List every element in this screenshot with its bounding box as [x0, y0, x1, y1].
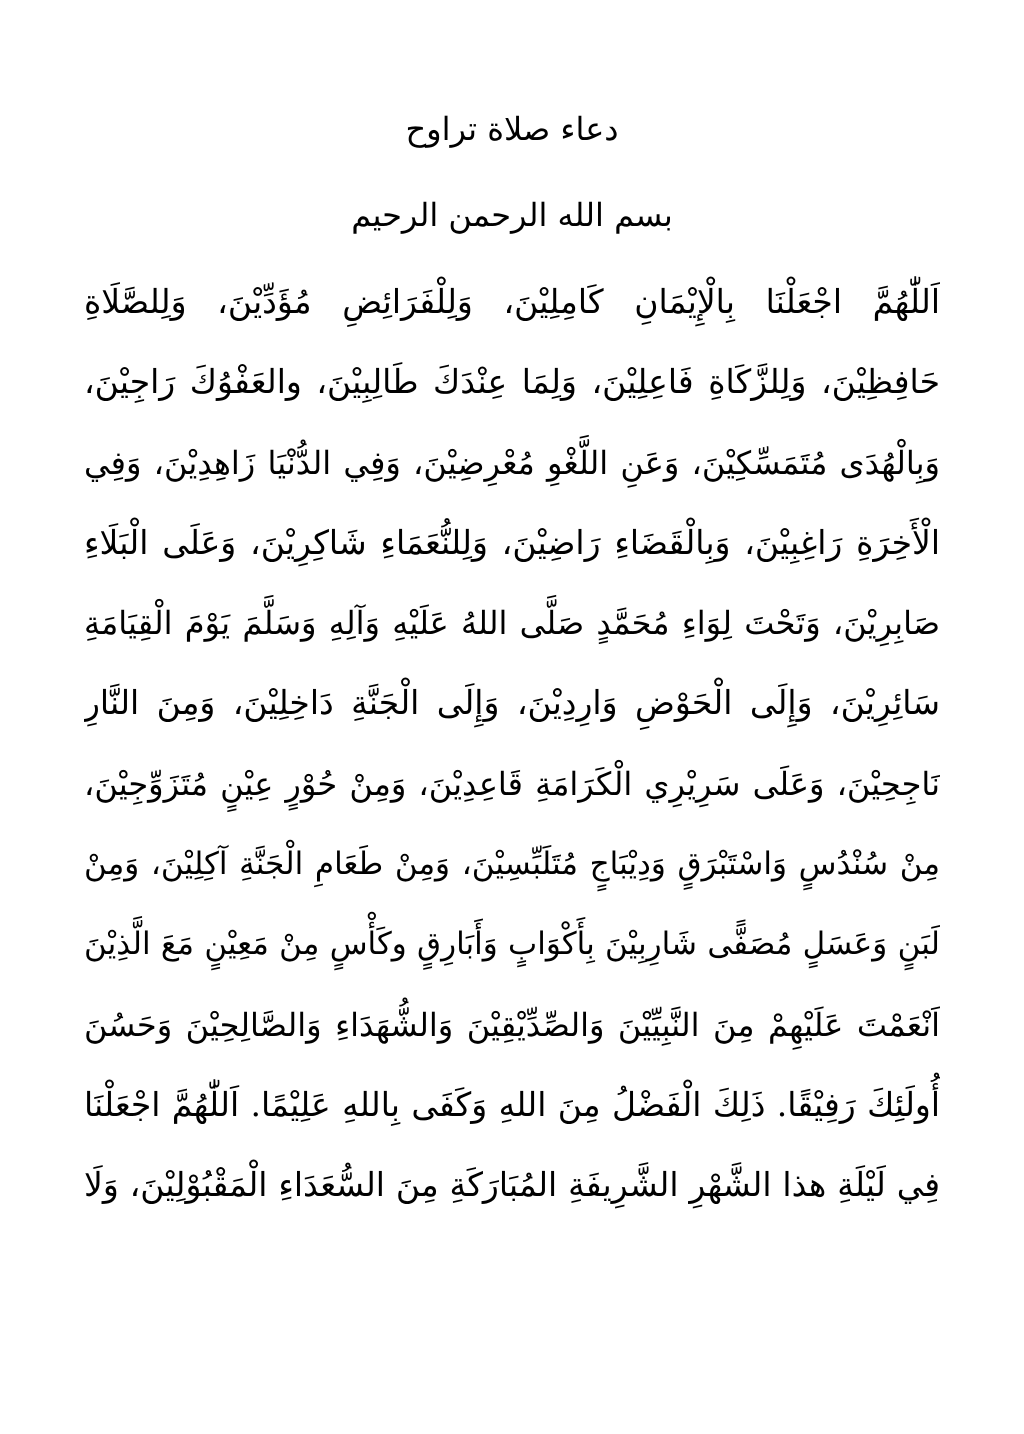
text-line: لَبَنٍ وَعَسَلٍ مُصَفًّى شَارِبِيْنَ بِأَكْوَابٍ وَأَبَارِقٍ وكَأْسٍ مِنْ مَعِيْنٍ مَعَ الَّذِيْنَ [84, 926, 940, 963]
text-line: وَبِالْهُدَى مُتَمَسِّكِيْنَ، وَعَنِ اللَّغْوِ مُعْرِضِيْنَ، وَفِي الدُّنْيَا زَاهِدِيْنَ، وَفِي [84, 443, 940, 482]
text-line: صَابِرِيْنَ، وَتَحْتَ لِوَاءِ مُحَمَّدٍ صَلَّى اللهُ عَلَيْهِ وَآلِهِ وَسَلَّمَ يَوْمَ الْقِيَامَةِ [84, 604, 940, 643]
document-title: دعاء صلاة تراوح [405, 110, 619, 148]
text-line: أُولَئِكَ رَفِيْقًا. ذَلِكَ الْفَضْلُ مِنَ اللهِ وَكَفَى بِاللهِ عَلِيْمًا. اَللّٰهُمَّ اجْعَلْنَا [84, 1084, 940, 1124]
text-line: فِي لَيْلَةِ هذا الشَّهْرِ الشَّرِيفَةِ المُبَارَكَةِ مِنَ السُّعَدَاءِ الْمَقْبُوْلِيْنَ، وَلَا [84, 1165, 940, 1205]
text-line: اَللّٰهُمَّ اجْعَلْنَا بِالْإِيْمَانِ كَامِلِيْنَ، وَلِلْفَرَائِضِ مُؤَدِّيْنَ، وَلِلصَّلَاةِ [84, 282, 940, 321]
text-line: نَاجِحِيْنَ، وَعَلَى سَرِيْرِي الْكَرَامَةِ قَاعِدِيْنَ، وَمِنْ حُوْرٍ عِيْنٍ مُتَزَوِّجِيْنَ، [84, 764, 940, 803]
text-line: مِنْ سُنْدُسٍ وَاسْتَبْرَقٍ وَدِيْبَاجٍ مُتَلَبِّسِيْنَ، وَمِنْ طَعَامِ الْجَنَّةِ آكِلِيْنَ، وَمِنْ [84, 846, 940, 883]
text-line: حَافِظِيْنَ، وَلِلزَّكَاةِ فَاعِلِيْنَ، وَلِمَا عِنْدَكَ طَالِبِيْنَ، والعَفْوُكَ رَاجِيْنَ، [84, 362, 940, 402]
basmala-heading: بسم الله الرحمن الرحيم [351, 196, 673, 234]
text-line: الْأَخِرَةِ رَاغِبِيْنَ، وَبِالْقَضَاءِ رَاضِيْنَ، وَلِلنُّعَمَاءِ شَاكِرِيْنَ، وَعَلَى الْبَلَاءِ [84, 522, 940, 562]
prayer-text [84, 262, 940, 1226]
text-line: اَنْعَمْتَ عَلَيْهِمْ مِنَ النَّبِيِّيْنَ وَالصِّدِّيْقِيْنَ وَالشُّهَدَاءِ وَالصَّالِحِيْنَ وَحَسُنَ [84, 1005, 940, 1044]
text-line: سَائِرِيْنَ، وَإِلَى الْحَوْضِ وَارِدِيْنَ، وَإِلَى الْجَنَّةِ دَاخِلِيْنَ، وَمِنَ النَّارِ [84, 683, 940, 723]
